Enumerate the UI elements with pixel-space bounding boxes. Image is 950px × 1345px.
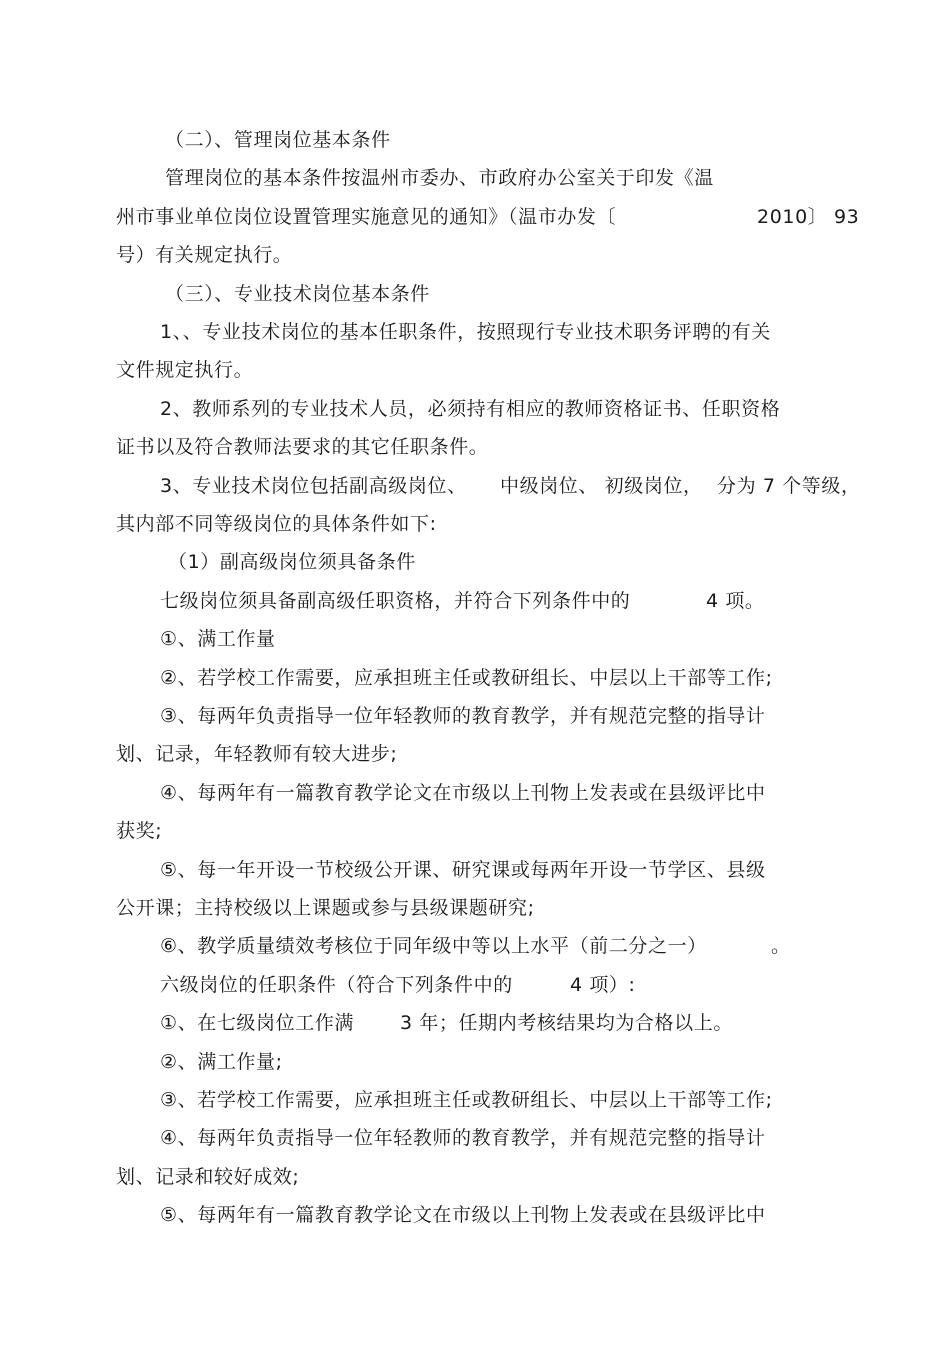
list-item: ④、每两年负责指导一位年轻教师的教育教学，并有规范完整的指导计 [160,1127,766,1149]
list-item: 3 年；任期内考核结果均为合格以上。 [400,1012,733,1034]
list-item: ③、若学校工作需要，应承担班主任或教研组长、中层以上干部等工作; [160,1089,773,1111]
section-heading-3: （三）、专业技术岗位基本条件 [165,283,430,305]
list-item: 。 [771,935,791,957]
list-item: ⑤、每两年有一篇教育教学论文在市级以上刊物上发表或在县级评比中 [160,1204,766,1226]
list-item: ⑥、教学质量绩效考核位于同年级中等以上水平（前二分之一） [160,935,707,957]
paragraph-line: 州市事业单位岗位设置管理实施意见的通知》（温市办发〔 [116,206,617,228]
list-item-continuation: 公开课；主持校级以上课题或参与县级课题研究; [116,897,535,919]
list-item: ③、每两年负责指导一位年轻教师的教育教学，并有规范完整的指导计 [160,705,766,727]
subsection-heading: （1）副高级岗位须具备条件 [168,551,416,573]
paragraph-line: 1、、专业技术岗位的基本任职条件，按照现行专业技术职务评聘的有关 [160,321,771,343]
paragraph-line: 证书以及符合教师法要求的其它任职条件。 [116,436,489,458]
paragraph-line: 号）有关规定执行。 [116,244,293,266]
list-item-continuation: 划、记录，年轻教师有较大进步; [116,743,398,765]
list-item-continuation: 获奖; [116,820,163,842]
list-item: ①、在七级岗位工作满 [160,1012,355,1034]
list-item-continuation: 划、记录和较好成效; [116,1166,300,1188]
list-item: ②、若学校工作需要，应承担班主任或教研组长、中层以上干部等工作; [160,667,773,689]
paragraph-line: 2、教师系列的专业技术人员，必须持有相应的教师资格证书、任职资格 [160,398,781,420]
paragraph-line: 文件规定执行。 [116,359,254,381]
paragraph-line: 中级岗位、 初级岗位， [500,475,703,497]
list-item: ④、每两年有一篇教育教学论文在市级以上刊物上发表或在县级评比中 [160,782,766,804]
list-item: ①、满工作量 [160,628,276,650]
paragraph-line: 4 项）: [570,974,636,996]
section-heading-2: （二）、管理岗位基本条件 [165,129,391,151]
paragraph-line: 4 项。 [706,590,765,612]
paragraph-line: 2010〕 93 [757,206,860,228]
paragraph-line: 分为 7 个等级， [717,475,861,497]
list-item: ⑤、每一年开设一节校级公开课、研究课或每两年开设一节学区、县级 [160,859,766,881]
paragraph-line: 3、专业技术岗位包括副高级岗位、 [160,475,467,497]
paragraph-line: 其内部不同等级岗位的具体条件如下: [116,513,437,535]
paragraph-line: 六级岗位的任职条件（符合下列条件中的 [160,974,513,996]
paragraph-line: 管理岗位的基本条件按温州市委办、市政府办公室关于印发《温 [165,167,714,189]
list-item: ②、满工作量; [160,1051,283,1073]
paragraph-line: 七级岗位须具备副高级任职资格，并符合下列条件中的 [160,590,631,612]
